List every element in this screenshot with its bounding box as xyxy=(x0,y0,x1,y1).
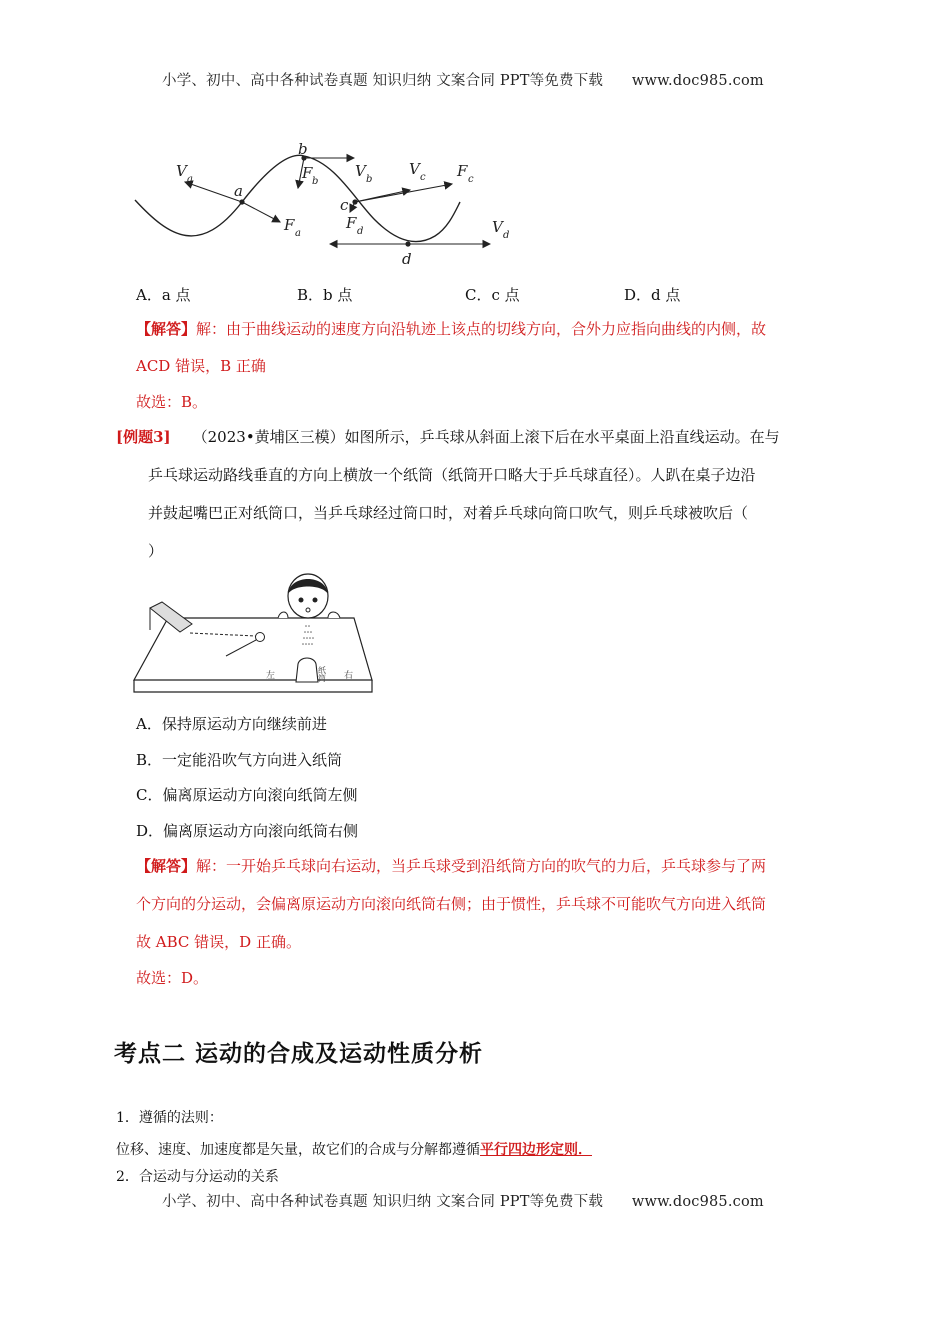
q2-choice: 故选：B。 xyxy=(136,393,208,411)
q2-option-d[interactable]: D．d 点 xyxy=(624,286,681,304)
footer-url: www.doc985.com xyxy=(631,1194,764,1210)
q2-answer-line1: 【解答】解：由于曲线运动的速度方向沿轨迹上该点的切线方向，合外力应指向曲线的内侧，故 xyxy=(136,320,767,338)
label-fd: F xyxy=(346,214,357,232)
q3-answer-line3: 故 ABC 错误，D 正确。 xyxy=(136,933,301,951)
table-edge xyxy=(134,680,372,692)
svg-text:a: a xyxy=(295,228,301,239)
q3-line2: 乒乓球运动路线垂直的方向上横放一个纸筒（纸筒开口略大于乒乓球直径）。人趴在桌子边沿 xyxy=(148,466,756,484)
label-fa: F xyxy=(284,216,295,234)
section-item1: 1．遵循的法则： xyxy=(116,1110,223,1126)
q3-answer-line1: 【解答】解：一开始乒乓球向右运动，当乒乓球受到沿纸筒方向的吹气的力后，乒乓球参与了两 xyxy=(136,857,767,875)
curve-motion-figure xyxy=(130,138,530,270)
parallelogram-rule: 平行四边形定则． xyxy=(480,1142,592,1158)
footer-text: 小学、初中、高中各种试卷真题 知识归纳 文案合同 PPT等免费下载 xyxy=(162,1194,604,1210)
section-item2: 2．合运动与分运动的关系 xyxy=(116,1169,279,1185)
section-item1-text: 位移、速度、加速度都是矢量，故它们的合成与分解都遵循平行四边形定则． xyxy=(116,1142,592,1158)
header-text: 小学、初中、高中各种试卷真题 知识归纳 文案合同 PPT等免费下载 xyxy=(162,73,604,89)
label-fb: F xyxy=(302,164,313,182)
q2-option-b[interactable]: B．b 点 xyxy=(297,286,353,304)
q3-choice: 故选：D。 xyxy=(136,969,209,987)
q3-option-b[interactable]: B．一定能沿吹气方向进入纸筒 xyxy=(136,751,343,769)
label-fc: F xyxy=(457,162,468,180)
svg-text:a: a xyxy=(187,174,193,185)
q2-answer-line2: ACD 错误，B 正确 xyxy=(136,357,266,375)
point-d xyxy=(405,241,410,246)
label-b: b xyxy=(298,140,308,158)
ball xyxy=(256,633,265,642)
svg-text:c: c xyxy=(468,174,474,185)
vector-fa xyxy=(242,202,280,222)
answer-tag: 【解答】 xyxy=(136,857,197,875)
label-va: V xyxy=(176,162,187,180)
section-title: 考点二 运动的合成及运动性质分析 xyxy=(114,1041,484,1067)
label-left: 左 xyxy=(266,671,276,681)
q3-option-d[interactable]: D．偏离原运动方向滚向纸筒右侧 xyxy=(136,822,359,840)
q3-line1: [例题3] （2023•黄埔区三模）如图所示，乒乓球从斜面上滚下后在水平桌面上沿直线运动。在与 xyxy=(116,428,780,446)
label-vd: V xyxy=(492,218,503,236)
q3-answer-line2: 个方向的分运动，会偏离原运动方向滚向纸筒右侧；由于惯性，乒乓球不可能吹气方向进入纸筒 xyxy=(136,895,767,913)
table-top xyxy=(134,618,372,680)
example-tag: [例题3] xyxy=(116,428,171,446)
q2-option-a[interactable]: A．a 点 xyxy=(136,286,191,304)
person-hand-left xyxy=(278,612,288,618)
label-right: 右 xyxy=(344,671,354,681)
svg-text:c: c xyxy=(420,172,426,183)
page-footer xyxy=(162,1190,764,1211)
label-vc: V xyxy=(409,160,420,178)
label-d: d xyxy=(402,250,412,268)
q2-option-c[interactable]: C．c 点 xyxy=(465,286,520,304)
header-url: www.doc985.com xyxy=(631,73,764,89)
page-header xyxy=(162,69,764,90)
q3-option-a[interactable]: A．保持原运动方向继续前进 xyxy=(136,715,327,733)
svg-text:d: d xyxy=(503,230,510,241)
label-a: a xyxy=(234,182,243,200)
label-vb: V xyxy=(355,162,366,180)
table-ball-figure xyxy=(132,570,374,696)
label-tube: 纸筒 xyxy=(317,666,327,682)
vector-fc xyxy=(355,184,452,202)
answer-tag: 【解答】 xyxy=(136,320,197,338)
q3-line3: 并鼓起嘴巴正对纸筒口，当乒乓球经过筒口时，对着乒乓球向筒口吹气，则乒乓球被吹后（ xyxy=(148,504,749,522)
label-c: c xyxy=(340,196,349,214)
svg-text:d: d xyxy=(357,226,364,237)
point-a xyxy=(239,199,244,204)
svg-text:b: b xyxy=(312,176,319,187)
point-c xyxy=(352,199,357,204)
q3-option-c[interactable]: C．偏离原运动方向滚向纸筒左侧 xyxy=(136,786,358,804)
person-hand-right xyxy=(328,612,340,618)
svg-text:b: b xyxy=(366,174,373,185)
q3-line4: ） xyxy=(148,542,164,560)
paper-tube xyxy=(296,658,318,682)
